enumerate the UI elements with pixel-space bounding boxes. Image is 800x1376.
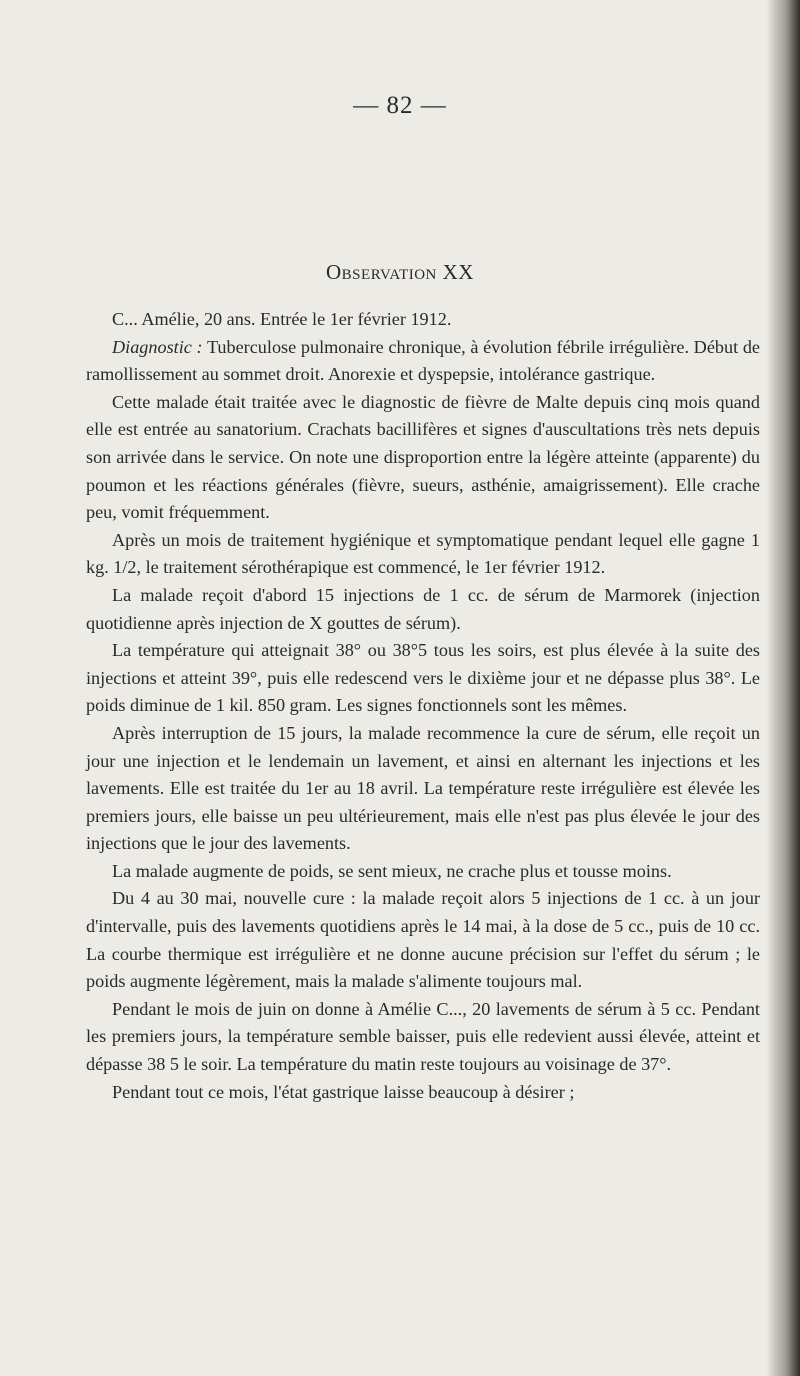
page-number: — 82 — [353,92,447,119]
paragraph: Après interruption de 15 jours, la malade recommence la cure de sérum, elle reçoit un jour une injection et le lendemain un lavement, et ainsi en alternant les injections et les lavements. Elle est traitée du 1er au 18 avril. La température reste irrégulière est élevée les premiers jours, elle baisse un peu ultérieurement, mais elle n'est pas plus élevée le jour des injections que le jour des lavements. [86,722,760,854]
diagnostic-label: Diagnostic : [112,336,203,357]
paragraph: Après un mois de traitement hygiénique et symptomatique pendant lequel elle gagne 1 kg. 1/2, le traitement sérothérapique est commencé, le 1er février 1912. [86,529,760,578]
paragraph: Cette malade était traitée avec le diagnostic de fièvre de Malte depuis cinq mois quand elle est entrée au sanatorium. Crachats bacillifères et signes d'auscultations très nets depuis son arrivée dans le service. On note une disproportion entre la légère atteinte (apparente) du poumon et les réactions générales (fièvre, sueurs, asthénie, amaigrissement). Elle crache peu, vomit fréquemment. [86,391,760,523]
body-text [86,306,760,1106]
paragraph: Pendant le mois de juin on donne à Amélie C..., 20 lavements de sérum à 5 cc. Pendant les premiers jours, la température semble baisser, puis elle redevient aussi élevée, atteint et dépasse 38 5 le soir. La température du matin reste toujours au voisinage de 37°. [86,998,760,1075]
paragraph: Pendant tout ce mois, l'état gastrique laisse beaucoup à désirer ; [112,1081,575,1102]
diagnostic-text: Tuberculose pulmonaire chronique, à évolution fébrile irrégulière. Début de ramollissement au sommet droit. Anorexie et dyspepsie, intolérance gastrique. [86,336,760,385]
paragraph-patient: C... Amélie, 20 ans. Entrée le 1er février 1912. [112,309,452,329]
paragraph-diagnostic [86,334,760,389]
paragraph: La malade augmente de poids, se sent mieux, ne crache plus et tousse moins. [112,860,672,881]
observation-title: Observation XX [326,260,474,284]
paragraph: La malade reçoit d'abord 15 injections de 1 cc. de sérum de Marmorek (injection quotidienne après injection de X gouttes de sérum). [86,584,760,633]
paragraph: Du 4 au 30 mai, nouvelle cure : la malade reçoit alors 5 injections de 1 cc. à un jour d'intervalle, puis des lavements quotidiens après le 14 mai, à la dose de 5 cc., puis de 10 cc. La courbe thermique est irrégulière et ne donne aucune précision sur l'effet du sérum ; le poids augmente légèrement, mais la malade s'alimente toujours mal. [86,888,760,992]
page-edge-shadow [766,0,800,1376]
paragraph: La température qui atteignait 38° ou 38°5 tous les soirs, est plus élevée à la suite des injections et atteint 39°, puis elle redescend vers le dixième jour et ne dépasse plus 38°. Le poids diminue de 1 kil. 850 gram. Les signes fonctionnels sont les mêmes. [86,640,760,716]
